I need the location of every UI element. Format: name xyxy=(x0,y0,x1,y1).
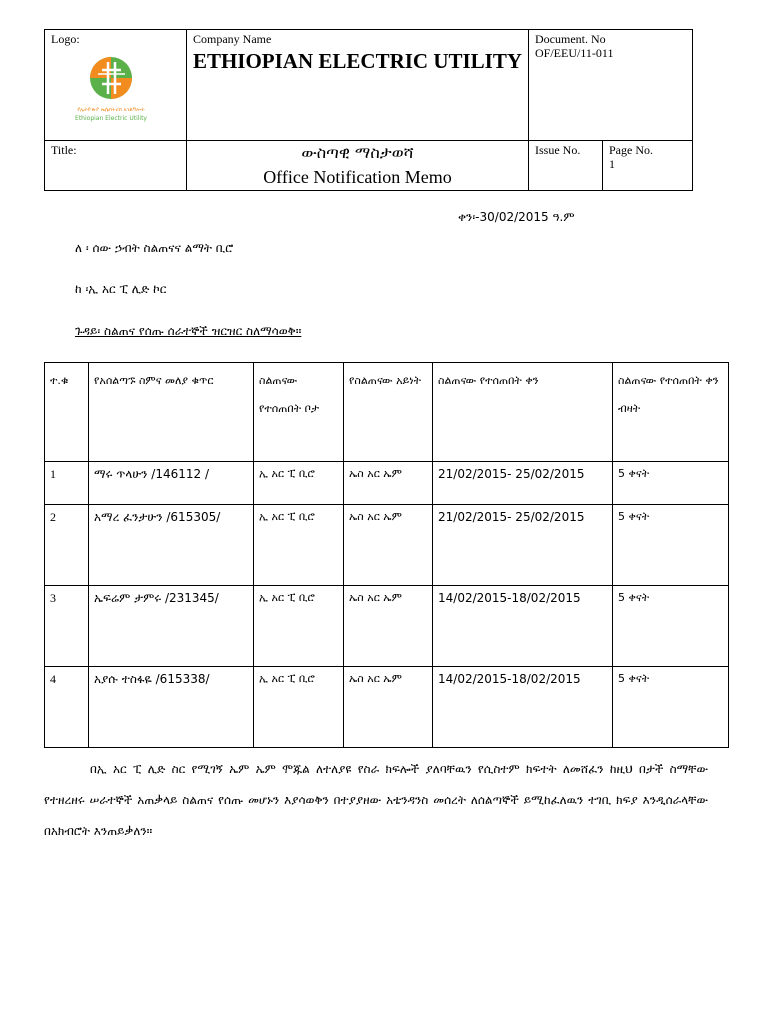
company-logo xyxy=(67,48,177,148)
table-row xyxy=(45,586,729,667)
column-header: ስልጠናው የተሰጠበት ቀን xyxy=(433,363,613,462)
training-dates: 14/02/2015-18/02/2015 xyxy=(433,667,613,748)
table-header-row xyxy=(45,363,729,462)
table-row xyxy=(45,667,729,748)
training-dates: 21/02/2015- 25/02/2015 xyxy=(433,462,613,505)
training-location: ኢ አር ፒ ቢሮ xyxy=(254,505,344,586)
page-number: 1 xyxy=(609,157,615,171)
title-label: Title: xyxy=(51,143,77,157)
column-header: ስልጠናው የተሰጠበት ቀን ብዛት xyxy=(613,363,729,462)
memo-to: ለ ፡ ሰው ኃብት ስልጠናና ልማት ቢሮ xyxy=(75,241,234,255)
title-english: Office Notification Memo xyxy=(263,167,452,187)
training-dates: 21/02/2015- 25/02/2015 xyxy=(433,505,613,586)
document-header xyxy=(44,29,693,191)
training-days: 5 ቀናት xyxy=(613,667,729,748)
logo-english-text: Ethiopian Electric Utility xyxy=(75,115,147,122)
page-cell xyxy=(603,141,693,191)
company-cell xyxy=(187,30,529,141)
memo-body-paragraph: በኢ አር ፒ ሊድ ስር የሚገኝ ኤም ኤም ሞጁል ለተለያዩ የስራ ክፍሎች ያለባቸዉን የሲስተም ክፍተት ለመሸፈን ከዚህ በታች ስማቸው የተዘረዘሩ ሠራተኞች አጠቃላይ ስልጠና የሰጡ መሆኑን እያሳወቅን በተያያዘው አቴንዳንስ መሰረት ለሰልጣኞች ይሚከፈለዉን ተገቢ ክፍያ እንዲሰራላቸው በአክብሮት እንጠይቃለን። xyxy=(44,762,708,838)
logo-amharic-text: የኢትዮጵያ ኤሌክትሪክ አገልግሎት xyxy=(77,107,145,113)
trainer-name: ማሩ ጥላሁን /146112 / xyxy=(89,462,254,505)
training-dates: 14/02/2015-18/02/2015 xyxy=(433,586,613,667)
training-location: ኢ አር ፒ ቢሮ xyxy=(254,462,344,505)
memo-from: ከ ፡ኢ አር ፒ ሊድ ኮር xyxy=(75,282,167,296)
title-label-cell xyxy=(45,141,187,191)
column-header: ስልጠናው የተሰጠበት ቦታ xyxy=(254,363,344,462)
logo-label: Logo: xyxy=(51,32,80,46)
document-cell xyxy=(529,30,693,141)
column-header: ተ.ቁ xyxy=(45,363,89,462)
column-header: የስልጠናው አይነት xyxy=(344,363,433,462)
trainers-table xyxy=(44,362,729,748)
title-cell xyxy=(187,141,529,191)
training-type: ኤስ አር ኤም xyxy=(344,505,433,586)
memo-date: ቀን፡-30/02/2015 ዓ.ም xyxy=(458,210,575,224)
trainer-name: አያሱ ተስፋዬ /615338/ xyxy=(89,667,254,748)
row-number: 4 xyxy=(45,667,89,748)
row-number: 2 xyxy=(45,505,89,586)
training-days: 5 ቀናት xyxy=(613,462,729,505)
company-label: Company Name xyxy=(193,32,272,46)
trainer-name: አማረ ፈንታሁን /615305/ xyxy=(89,505,254,586)
training-location: ኢ አር ፒ ቢሮ xyxy=(254,586,344,667)
issue-cell xyxy=(529,141,603,191)
logo-cell xyxy=(45,30,187,141)
training-days: 5 ቀናት xyxy=(613,505,729,586)
document-label: Document. No xyxy=(535,32,606,46)
trainer-name: ኤፍሬም ታምሩ /231345/ xyxy=(89,586,254,667)
training-type: ኤስ አር ኤም xyxy=(344,586,433,667)
table-row xyxy=(45,505,729,586)
training-days: 5 ቀናት xyxy=(613,586,729,667)
column-header: የአሰልጣኙ ስምና መለያ ቁጥር xyxy=(89,363,254,462)
issue-label: Issue No. xyxy=(535,143,581,157)
title-amharic: ውስጣዊ ማስታወሻ xyxy=(301,143,414,162)
document-number: OF/EEU/11-011 xyxy=(535,46,614,60)
page-label: Page No. xyxy=(609,143,653,157)
row-number: 3 xyxy=(45,586,89,667)
table-row xyxy=(45,462,729,505)
training-location: ኢ አር ፒ ቢሮ xyxy=(254,667,344,748)
training-type: ኤስ አር ኤም xyxy=(344,667,433,748)
company-name: ETHIOPIAN ELECTRIC UTILITY xyxy=(192,49,523,73)
row-number: 1 xyxy=(45,462,89,505)
training-type: ኤስ አር ኤም xyxy=(344,462,433,505)
memo-subject: ጉዳይ፡ ስልጠና የሰጡ ሰራተኞች ዝርዝር ስለማሳወቅ። xyxy=(75,324,302,338)
